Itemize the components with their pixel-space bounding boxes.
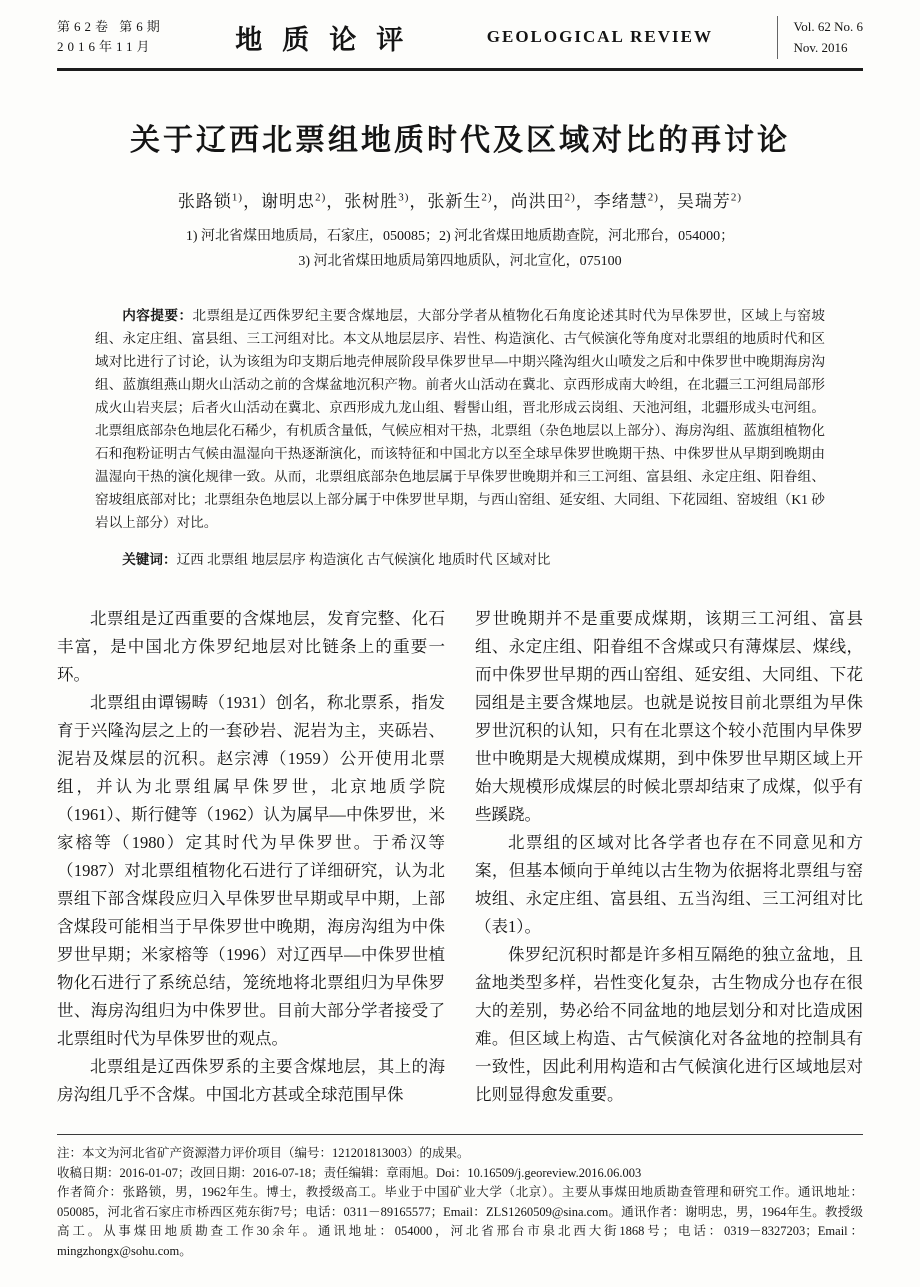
date-en: Nov. 2016 — [793, 40, 848, 56]
abstract-text: 北票组是辽西侏罗纪主要含煤地层，大部分学者从植物化石角度论述其时代为早侏罗世，区域上与窑坡组、永定庄组、富县组、三工河组对比。本文从地层层序、岩性、构造演化、古气候演化等角度对北票组的地质时代和区域对比进行了讨论，认为该组为印支期后地壳伸展阶段早侏罗世早—中期兴隆沟组火山喷发之后和中侏罗世中晚期海房沟组、蓝旗组燕山期火山活动之前的含煤盆地沉积产物。前者火山活动在冀北、京西形成南大岭组，在北疆三工河组局部形成火山岩夹层；后者火山活动在冀北、京西形成九龙山组、髫髻山组，晋北形成云岗组、天池河组，北疆形成头屯河组。北票组底部杂色地层化石稀少，有机质含量低，气候应相对干热，北票组（杂色地层以上部分）、海房沟组、蓝旗组植物化石和孢粉证明古气候由温湿向干热逐渐演化，而该特征和中国北方以至全球早侏罗世晚期干热、中侏罗世从早期到晚期由温湿向干热的演化规律一致。从而，北票组底部杂色地层属于早侏罗世晚期并和三工河组、富县组、永定庄组、阳眷组、窑坡组底部对比；北票组杂色地层以上部分属于中侏罗世早期，与西山窑组、延安组、大同组、下花园组、窑坡组（K1 砂岩以上部分）对比。 — [95, 308, 825, 531]
authors-line: 张路锁$^{1)}$，谢明忠$^{2)}$，张树胜$^{3)}$，张新生$^{2)}$，尚洪田$^{2)}$，李绪慧$^{2)}$，吴瑞芳$^{2)}$ — [177, 191, 743, 211]
abstract-label: 内容提要： — [122, 308, 193, 324]
affiliations — [57, 224, 863, 274]
author-affiliation-marker: 3) — [398, 191, 410, 204]
footnote-line: 作者简介：张路锁，男，1962年生。博士，教授级高工。毕业于中国矿业大学（北京）。主要从事煤田地质勘查管理和研究工作。通讯地址：050085，河北省石家庄市桥西区苑东街7号；电话：0311－89165577；Email：ZLS1260509@sina.com。通讯作者：谢明忠，男，1964年生。教授级高工。从事煤田地质勘查工作30余年。通讯地址：054000，河北省邢台市泉北西大街1868号；电话：0319－8327203；Email：mingzhongx@sohu.com。 — [57, 1185, 863, 1258]
date-cn: 2016年11月 — [57, 39, 154, 55]
author-affiliation-marker: 2) — [647, 191, 659, 204]
author-affiliation-marker: 1) — [231, 191, 244, 204]
footnotes — [57, 1134, 863, 1261]
author-name: 张路锁$^{1)}$ — [177, 191, 244, 211]
volume-issue-en: Vol. 62 No. 6 — [793, 19, 863, 34]
author-affiliation-marker: 2) — [730, 191, 743, 204]
keywords-line — [95, 548, 825, 571]
journal-header — [57, 14, 863, 68]
body-paragraph: 北票组的区域对比各学者也存在不同意见和方案，但基本倾向于单纯以古生物为依据将北票组与窑坡组、永定庄组、富县组、五当沟组、三工河组对比（表1）。 — [475, 833, 863, 937]
author-name: 谢明忠$^{2)}$ — [261, 191, 327, 211]
body-text — [57, 605, 863, 1109]
author-name: 李绪慧$^{2)}$ — [593, 191, 659, 211]
author-affiliation-marker: 2) — [315, 191, 327, 204]
volume-info-cn — [57, 17, 164, 59]
body-left-column — [57, 605, 445, 1109]
body-right-column — [475, 605, 863, 1109]
paper-title: 关于辽西北票组地质时代及区域对比的再讨论 — [130, 123, 790, 157]
author-name: 尚洪田$^{2)}$ — [510, 191, 576, 211]
body-paragraph: 北票组是辽西重要的含煤地层，发育完整、化石丰富，是中国北方侏罗纪地层对比链条上的重要一环。 — [57, 609, 445, 685]
volume-issue-cn: 第62卷 第6期 — [57, 18, 164, 34]
author-affiliation-marker: 2) — [564, 191, 576, 204]
journal-title-cn: 地质论评 — [235, 24, 424, 55]
header-divider — [57, 68, 863, 71]
volume-info-en — [777, 16, 863, 59]
author-name: 张树胜$^{3)}$ — [344, 191, 410, 211]
body-paragraph: 北票组由谭锡畴（1931）创名，称北票系，指发育于兴隆沟层之上的一套砂岩、泥岩为主，夹砾岩、泥岩及煤层的沉积。赵宗溥（1959）公开使用北票组，并认为北票组属早侏罗世，北京地质学院（1961）、斯行健等（1962）认为属早—中侏罗世，米家榕等（1980）定其时代为早侏罗世。于希汉等（1987）对北票组植物化石进行了详细研究，认为北票组下部含煤段应归入早侏罗世早期或早中期，上部含煤段可能相当于早侏罗世中晚期，海房沟组为中侏罗世早期；米家榕等（1996）对辽西早—中侏罗世植物化石进行了系统总结，笼统地将北票组归为早侏罗世、海房沟组归为中侏罗世。目前大部分学者接受了北票组时代为早侏罗世的观点。 — [57, 693, 445, 1049]
journal-title-en: GEOLOGICAL REVIEW — [486, 27, 714, 47]
body-paragraph: 北票组是辽西侏罗系的主要含煤地层，其上的海房沟组几乎不含煤。中国北方甚或全球范围早侏 — [57, 1057, 445, 1105]
affiliation-line: 1) 河北省煤田地质局，石家庄，050085；2) 河北省煤田地质勘查院，河北邢台，054000； — [185, 228, 735, 244]
author-affiliation-marker: 2) — [481, 191, 493, 204]
author-name: 吴瑞芳$^{2)}$ — [676, 191, 743, 211]
body-paragraph: 罗世晚期并不是重要成煤期，该期三工河组、富县组、永定庄组、阳眷组不含煤或只有薄煤层、煤线，而中侏罗世早期的西山窑组、延安组、大同组、下花园组是主要含煤地层。也就是说按目前北票组为早侏罗世沉积的认知，只有在北票这个较小范围内早侏罗世中晚期是大规模成煤期，到中侏罗世早期区域上开始大规模形成煤层的时候北票却结束了成煤，似乎有些蹊跷。 — [475, 609, 863, 825]
abstract-block — [95, 304, 825, 534]
footnote-line: 注：本文为河北省矿产资源潜力评价项目（编号：121201813003）的成果。 — [57, 1146, 470, 1160]
body-paragraph: 侏罗纪沉积时都是许多相互隔绝的独立盆地，且盆地类型多样，岩性变化复杂，古生物成分也存在很大的差别，势必给不同盆地的地层划分和对比造成困难。但区域上构造、古气候演化对各盆地的控制具有一致性，因此利用构造和古气候演化进行区域地层对比则显得愈发重要。 — [475, 945, 863, 1105]
keywords-text: 辽西 北票组 地层层序 构造演化 古气候演化 地质时代 区域对比 — [176, 552, 551, 568]
abstract-paragraph — [95, 304, 825, 534]
keywords-label: 关键词： — [122, 552, 177, 568]
footnote-line: 收稿日期：2016-01-07；改回日期：2016-07-18；责任编辑：章雨旭。Doi：10.16509/j.georeview.2016.06.003 — [57, 1165, 642, 1180]
affiliation-line: 3) 河北省煤田地质局第四地质队，河北宣化，075100 — [298, 254, 622, 270]
author-name: 张新生$^{2)}$ — [427, 191, 493, 211]
